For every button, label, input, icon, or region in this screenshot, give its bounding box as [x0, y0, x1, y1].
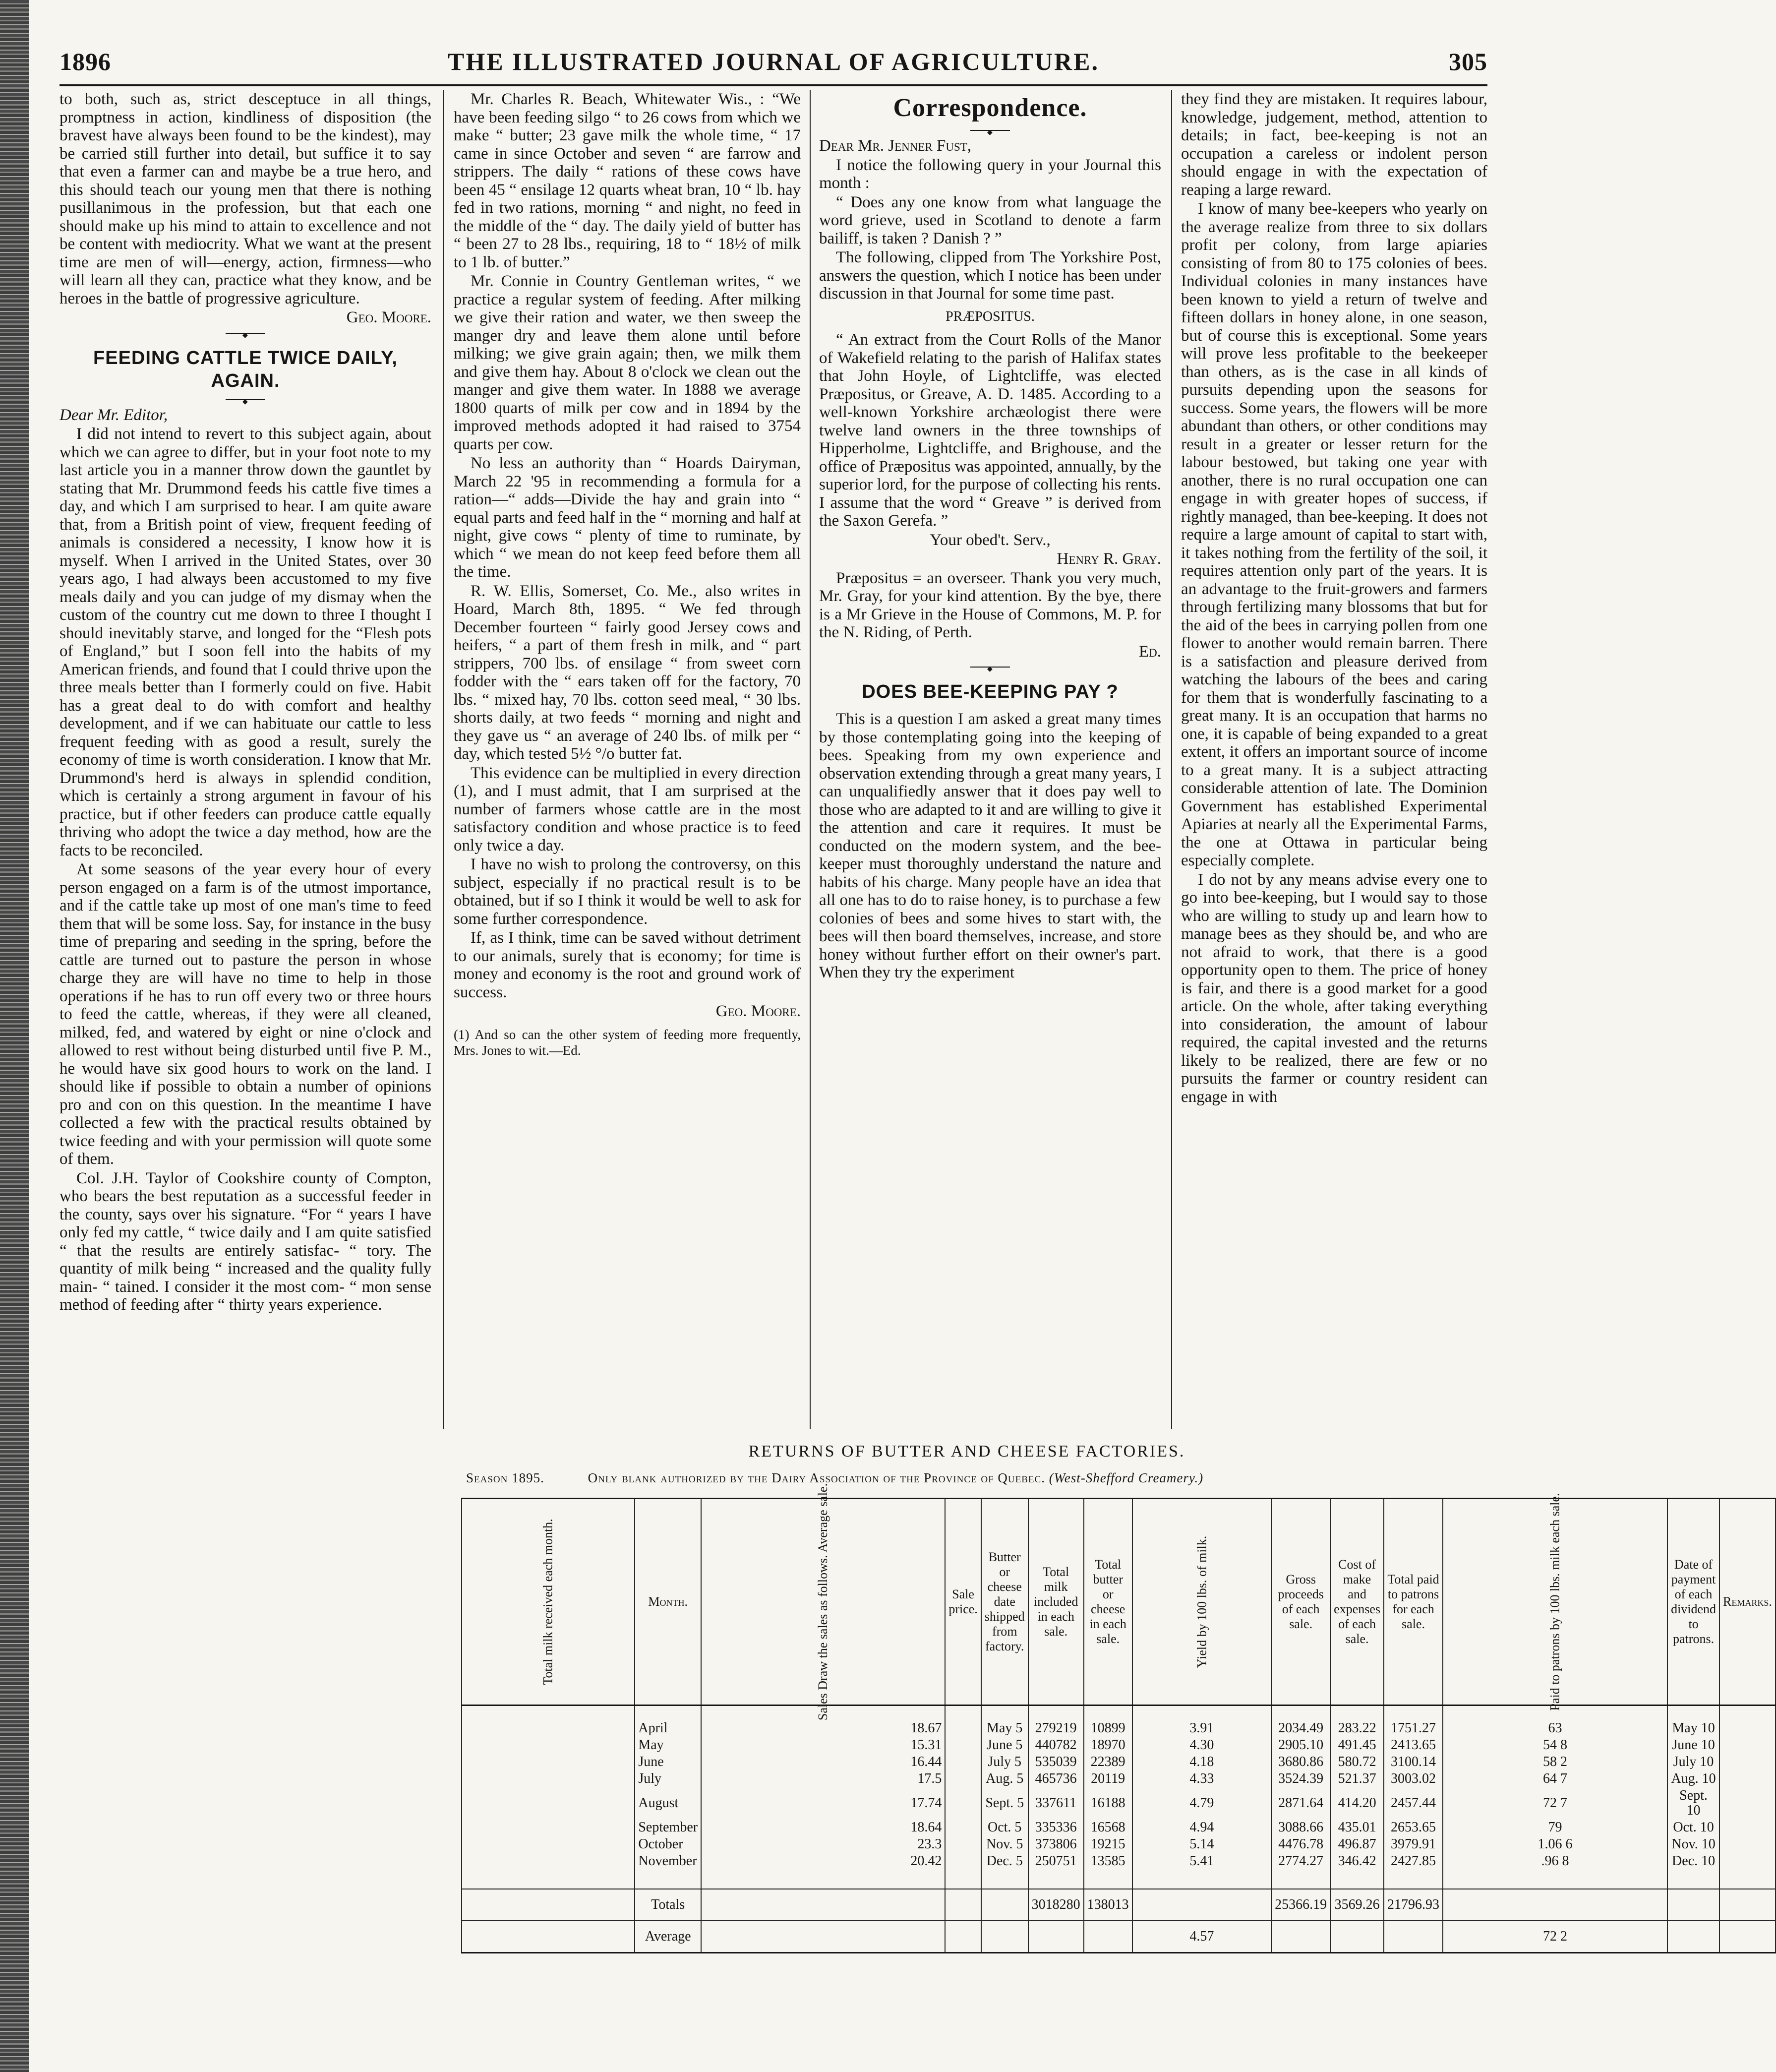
- table-row: [462, 1787, 1776, 1819]
- article-text: I did not intend to revert to this subject again, about which we can agree to differ, but in your foot note to my last article you in a manner throw down the gauntlet by stating that Mr. Drummond feeds his cattle five times a day, and which I am surprised to hear. I am quite aware that, from a British point of view, frequent feeding of animals is considered a necessity, I know how it is myself. When I arrived in the United States, over 30 years ago, I had always been accustomed to my five meals daily and you can judge of my dismay when the custom of the country cut me down to three I thought I should inevitably starve, and longed for the “Flesh pots of England,” but I soon fell into the habits of my American friends, and found that I could thrive upon the three meals better than I formerly could on five. Habit has a great deal to do with comfort and healthy development, and if we can habituate our cattle to less frequent feeding with as good a result, surely the economy of time is worth consideration. I know that Mr. Drummond's herd is always in splendid condition, which is certainly a strong argument in favour of his practice, but if other feeders can produce cattle equally thriving who adopt the twice a day method, how are the facts to be reconciled.: [59, 425, 431, 859]
- column-2: [454, 90, 801, 1439]
- cell-yield: 5.41: [1132, 1853, 1272, 1889]
- cell-gross: 3524.39: [1271, 1770, 1330, 1787]
- cell-cost: 435.01: [1330, 1819, 1384, 1836]
- cell-milk: 440782: [1028, 1737, 1084, 1754]
- cell-month: September: [635, 1819, 701, 1836]
- cell-milk: 279219: [1028, 1706, 1084, 1737]
- editor-sign: Ed.: [1138, 642, 1161, 661]
- cell-per100: 58 2: [1443, 1754, 1667, 1770]
- journal-title: THE ILLUSTRATED JOURNAL OF AGRICULTURE.: [447, 48, 1100, 75]
- cell-yield: 4.79: [1132, 1787, 1272, 1819]
- section-divider: [970, 130, 1010, 131]
- cell-milk: 337611: [1028, 1787, 1084, 1819]
- cell-month: July: [635, 1770, 701, 1787]
- table-row: [462, 1754, 1776, 1770]
- article-text: to both, such as, strict desceptuce in all things, promptness in action, kindliness of disposition (the bravest have always been found to be the kindest), may be carried still further into detail, but suffice it to say that even a farmer can and maybe be a true hero, and this should teach our young men that there is nothing pusillanimous in the profession, but that each one should make up his mind to attain to excellence and not be content with mediocrity. What we want at the present time are men of will—energy, action, firmness—who will learn all they can, practice what they know, and be heroes in the battle of progressive agriculture.: [59, 90, 431, 307]
- average-row: [462, 1921, 1776, 1953]
- table-row: [462, 1737, 1776, 1754]
- col-header-remarks: Remarks.: [1719, 1499, 1776, 1706]
- cell-paid: 3100.14: [1384, 1754, 1443, 1770]
- table-row: [462, 1853, 1776, 1889]
- article-text: Præpositus = an overseer. Thank you very much, Mr. Gray, for your kind attention. By the bye, there is a Mr Grieve in the House of Commons, M. P. for the N. Riding, of Perth.: [819, 569, 1161, 641]
- col-header-total-milk-sale: Total milk included in each sale.: [1028, 1499, 1084, 1706]
- col-header-cost: Cost of make and expenses of each sale.: [1330, 1499, 1384, 1706]
- average-per100: 72 2: [1443, 1921, 1667, 1953]
- cell-paydate: Sept. 10: [1667, 1787, 1719, 1819]
- article-text: I have no wish to prolong the controversy, on this subject, especially if no practical result is to be obtained, but if so I think it would be well to ask for some further correspondence.: [454, 855, 801, 928]
- cell-shipped: June 5: [981, 1737, 1028, 1754]
- article-heading: FEEDING CATTLE TWICE DAILY, AGAIN.: [93, 347, 398, 391]
- totals-paid: 21796.93: [1384, 1889, 1443, 1921]
- col-header-shipped: Butter or cheese date shipped from factory.: [981, 1499, 1028, 1706]
- cell-shipped: Dec. 5: [981, 1853, 1028, 1889]
- col-header-sale-price: Sale price.: [945, 1499, 981, 1706]
- article-text: Col. J.H. Taylor of Cookshire county of Compton, who bears the best reputation as a successful feeder in the county, says over his signature. “For “ years I have only fed my cattle, “ twice daily and I am quite satisfied “ that the results are entirely satisfac- “ tory. The quantity of milk being “ increased and the quality fully main- “ tained. I consider it the most com- “ mon sense method of feeding after “ thirty years experience.: [59, 1169, 431, 1314]
- cell-avg: 15.31: [701, 1737, 945, 1754]
- article-text: I notice the following query in your Journal this month :: [819, 156, 1161, 192]
- article-text: At some seasons of the year every hour of every person engaged on a farm is of the utmost importance, and if the cattle take up most of one man's time to feed them that will be some loss. Say, for instance in the busy time of preparing and seeding in the spring, before the cattle are turned out to pasture the person in whose charge they are will have no time to help in those operations if he has to run off every two or three hours to feed the cattle, whereas, if they were all cleaned, milked, fed, and watered by eight or nine o'clock and allowed to rest without being disturbed until five P. M., he would have six good hours to work on the land. I should like if possible to obtain a number of opinions pro and con on this question. In the meantime I have collected a few with the practical results obtained by twice feeding and with your permission will quote some of them.: [59, 860, 431, 1168]
- average-yield: 4.57: [1132, 1921, 1272, 1953]
- cell-per100: 64 7: [1443, 1770, 1667, 1787]
- col-header-paid-per-100: Paid to patrons by 100 lbs. milk each sale.: [1443, 1499, 1667, 1706]
- cell-shipped: Oct. 5: [981, 1819, 1028, 1836]
- col-header-payment-date: Date of payment of each dividend to patrons.: [1667, 1499, 1719, 1706]
- cell-per100: 1.06 6: [1443, 1836, 1667, 1853]
- cell-cost: 580.72: [1330, 1754, 1384, 1770]
- signature: Geo. Moore.: [715, 1002, 801, 1020]
- cell-paid: 3003.02: [1384, 1770, 1443, 1787]
- cell-cost: 346.42: [1330, 1853, 1384, 1889]
- cell-shipped: Sept. 5: [981, 1787, 1028, 1819]
- cell-month: June: [635, 1754, 701, 1770]
- cell-paid: 2653.65: [1384, 1819, 1443, 1836]
- cell-shipped: May 5: [981, 1706, 1028, 1737]
- cell-paydate: Dec. 10: [1667, 1853, 1719, 1889]
- table-creamery: (West-Shefford Creamery.): [1049, 1470, 1204, 1485]
- col-header-month: Month.: [635, 1499, 701, 1706]
- cell-per100: 63: [1443, 1706, 1667, 1737]
- correspondence-heading: Correspondence.: [893, 94, 1087, 122]
- cell-butter: 16188: [1084, 1787, 1132, 1819]
- column-4: [1181, 90, 1487, 1439]
- cell-per100: 54 8: [1443, 1737, 1667, 1754]
- cell-shipped: Aug. 5: [981, 1770, 1028, 1787]
- cell-avg: 18.64: [701, 1819, 945, 1836]
- article-text: R. W. Ellis, Somerset, Co. Me., also writes in Hoard, March 8th, 1895. “ We fed through December fourteen “ fairly good Jersey cows and heifers, “ a part of them fresh in milk, and “ part strippers, 700 lbs. of ensilage “ from sweet corn fodder with the “ ears taken off for the factory, 70 lbs. “ mixed hay, 70 lbs. cotton seed meal, “ 30 lbs. shorts daily, at two feeds “ morning and night and they gave us “ an average of 240 lbs. of milk per “ day, which tested 5½ °/o butter fat.: [454, 582, 801, 763]
- article-text: “ Does any one know from what language the word grieve, used in Scotland to denote a farm bailiff, is taken ? Danish ? ”: [819, 193, 1161, 247]
- totals-label: Totals: [635, 1889, 701, 1921]
- col-header-total-paid: Total paid to patrons for each sale.: [1384, 1499, 1443, 1706]
- cell-paydate: Nov. 10: [1667, 1836, 1719, 1853]
- cell-paydate: Oct. 10: [1667, 1819, 1719, 1836]
- table-subtitle: [466, 1470, 1487, 1486]
- article-heading: DOES BEE-KEEPING PAY ?: [862, 681, 1119, 702]
- cell-gross: 4476.78: [1271, 1836, 1330, 1853]
- article-text: “ An extract from the Court Rolls of the Manor of Wakefield relating to the parish of Halifax states that John Hoyle, of Lightcliffe, was elected Præpositus, or Greave, A. D. 1485. According to a well-known Yorkshire archæologist there were twelve land owners in the three townships of Hipperholme, Lightcliffe, and Brighouse, and the office of Præpositus was appointed, annually, by the superior lord, for the purpose of collecting his rents. I assume that the word “ Greave ” is derived from the Saxon Gerefa. ”: [819, 331, 1161, 530]
- article-text: Mr. Connie in Country Gentleman writes, “ we practice a regular system of feeding. After milking we give their ration and water, we then sweep the manger dry and leave them alone until before milking; we give grain again; then, we milk them and give them hay. About 8 o'clock we clean out the manger and give them water. In 1888 we average 1800 quarts of milk per cow and in 1894 by the improved methods adopted it had raised to 3754 quarts per cow.: [454, 272, 801, 453]
- cell-butter: 19215: [1084, 1836, 1132, 1853]
- cell-avg: 20.42: [701, 1853, 945, 1889]
- cell-paid: 3979.91: [1384, 1836, 1443, 1853]
- totals-row: [462, 1889, 1776, 1921]
- article-text: This is a question I am asked a great many times by those contemplating going into the keeping of bees. Speaking from my own experience and observation extending through a great many years, I can unqualifiedly answer that it does pay well to those who are adapted to it and are willing to give it the attention and care it requires. It must be conducted on the modern system, and the bee-keeper must thoroughly understand the nature and habits of his charge. Many people have an idea that all one has to do to raise honey, is to purchase a few colonies of bees and some hives to start with, the bees will then board themselves, increase, and store honey without further effort on their owner's part. When they try the experiment: [819, 710, 1161, 981]
- article-text: Mr. Charles R. Beach, Whitewater Wis., : “We have been feeding silgo “ to 26 cows from which we make “ butter; 23 gave milk the whole time, “ 17 came in since October and seven “ are farrow and strippers. The daily “ rations of these cows have been 45 “ ensilage 12 quarts wheat bran, 10 “ lb. hay fed in two rations, morning “ and night, no feed in the middle of the “ day. The daily yield of butter has “ been 27 to 28 lbs., requiring, 18 to “ 18½ of milk to 1 lb. of butter.”: [454, 90, 801, 271]
- page-header: [59, 47, 1487, 82]
- article-text: I know of many bee-keepers who yearly on the average realize from three to six dollars profit per colony, from large apiaries consisting of from 80 to 175 colonies of bees. Individual colonies in many instances have been known to yield a return of twelve and fifteen dollars in honey alone, in one season, but of course this is exceptional. Some years will prove less profitable to the beekeeper than others, as is the case in all kinds of pursuits depending upon the seasons for success. Some years, the flowers will be more abundant than others, or other conditions may result in a greater or lesser return for the labour bestowed, but taking one year with another, there is no rural occupation one can engage in with greater hopes of success, if rightly managed, than bee-keeping. It does not require a large amount of capital to start with, it takes nothing from the fertility of the soil, it requires attention only part of the years. It is an advantage to the fruit-growers and farmers through fertilizing many blossoms that but for the aid of the bees in carrying pollen from one flower to another would remain barren. There is a satisfaction and pleasure derived from watching the labours of the bees and caring for them that is wonderfully fascinating to a great many. It is an occupation that harms no one, it is capable of being expanded to a great extent, it offers an important source of income to a great many. It is a subject attracting considerable attention of late. The Dominion Government has established Experimental Apiaries at nearly all the Experimental Farms, the one at Ottawa in particular being especially complete.: [1181, 200, 1487, 869]
- cell-yield: 5.14: [1132, 1836, 1272, 1853]
- cell-yield: 4.18: [1132, 1754, 1272, 1770]
- cell-paydate: June 10: [1667, 1737, 1719, 1754]
- cell-gross: 2905.10: [1271, 1737, 1330, 1754]
- subheading: PRÆPOSITUS.: [946, 308, 1035, 324]
- cell-milk: 335336: [1028, 1819, 1084, 1836]
- cell-avg: 16.44: [701, 1754, 945, 1770]
- cell-cost: 414.20: [1330, 1787, 1384, 1819]
- article-text: If, as I think, time can be saved without detriment to our animals, surely that is economy; for time is money and economy is the root and ground work of success.: [454, 929, 801, 1001]
- page-number: 305: [1449, 48, 1487, 75]
- returns-table: [461, 1483, 1776, 1953]
- cell-shipped: July 5: [981, 1754, 1028, 1770]
- table-title: RETURNS OF BUTTER AND CHEESE FACTORIES.: [748, 1442, 1185, 1461]
- col-header-total-milk: Total milk received each month.: [462, 1499, 635, 1706]
- cell-cost: 521.37: [1330, 1770, 1384, 1787]
- footnote: (1) And so can the other system of feeding more frequently, Mrs. Jones to wit.—Ed.: [454, 1027, 801, 1058]
- cell-milk: 535039: [1028, 1754, 1084, 1770]
- cell-avg: 17.5: [701, 1770, 945, 1787]
- section-divider: [226, 399, 265, 400]
- cell-cost: 491.45: [1330, 1737, 1384, 1754]
- cell-per100: .96 8: [1443, 1853, 1667, 1889]
- signature: Henry R. Gray.: [1057, 550, 1161, 568]
- table-row: [462, 1706, 1776, 1737]
- totals-cost: 3569.26: [1330, 1889, 1384, 1921]
- column-rule: [443, 90, 444, 1429]
- cell-per100: 79: [1443, 1819, 1667, 1836]
- column-1: [59, 90, 431, 2054]
- cell-month: October: [635, 1836, 701, 1853]
- cell-yield: 4.94: [1132, 1819, 1272, 1836]
- section-divider: [226, 333, 265, 334]
- totals-gross: 25366.19: [1271, 1889, 1330, 1921]
- column-rule: [810, 90, 811, 1429]
- table-season: Season 1895.: [466, 1470, 544, 1485]
- cell-gross: 2034.49: [1271, 1706, 1330, 1737]
- cell-month: November: [635, 1853, 701, 1889]
- cell-paid: 2413.65: [1384, 1737, 1443, 1754]
- table-authorization: Only blank authorized by the Dairy Association of the Province of Quebec.: [588, 1470, 1045, 1485]
- cell-butter: 22389: [1084, 1754, 1132, 1770]
- signature: Geo. Moore.: [346, 308, 431, 326]
- cell-milk: 373806: [1028, 1836, 1084, 1853]
- totals-milk: 3018280: [1028, 1889, 1084, 1921]
- cell-butter: 16568: [1084, 1819, 1132, 1836]
- cell-paydate: Aug. 10: [1667, 1770, 1719, 1787]
- cell-avg: 18.67: [701, 1706, 945, 1737]
- cell-gross: 3680.86: [1271, 1754, 1330, 1770]
- cell-avg: 17.74: [701, 1787, 945, 1819]
- cell-month: April: [635, 1706, 701, 1737]
- cell-butter: 18970: [1084, 1737, 1132, 1754]
- col-header-yield: Yield by 100 lbs. of milk.: [1132, 1499, 1272, 1706]
- cell-shipped: Nov. 5: [981, 1836, 1028, 1853]
- table-row: [462, 1819, 1776, 1836]
- cell-cost: 496.87: [1330, 1836, 1384, 1853]
- cell-butter: 10899: [1084, 1706, 1132, 1737]
- col-header-gross: Gross proceeds of each sale.: [1271, 1499, 1330, 1706]
- cell-yield: 4.30: [1132, 1737, 1272, 1754]
- cell-avg: 23.3: [701, 1836, 945, 1853]
- cell-yield: 3.91: [1132, 1706, 1272, 1737]
- article-text: they find they are mistaken. It requires labour, knowledge, judgement, method, attention to details; in fact, bee-keeping is not an occupation a careless or indolent person should engage in with the expectation of reaping a large reward.: [1181, 90, 1487, 199]
- cell-gross: 2774.27: [1271, 1853, 1330, 1889]
- col-header-total-butter: Total butter or cheese in each sale.: [1084, 1499, 1132, 1706]
- salutation: Dear Mr. Editor,: [59, 406, 168, 424]
- cell-paydate: May 10: [1667, 1706, 1719, 1737]
- column-3: [819, 90, 1161, 1439]
- totals-butter: 138013: [1084, 1889, 1132, 1921]
- column-rule: [1171, 90, 1172, 1429]
- cell-gross: 3088.66: [1271, 1819, 1330, 1836]
- cell-butter: 20119: [1084, 1770, 1132, 1787]
- header-rule: [59, 84, 1487, 86]
- header-year: 1896: [59, 48, 111, 75]
- cell-cost: 283.22: [1330, 1706, 1384, 1737]
- cell-month: May: [635, 1737, 701, 1754]
- cell-paydate: July 10: [1667, 1754, 1719, 1770]
- cell-paid: 2427.85: [1384, 1853, 1443, 1889]
- article-text: This evidence can be multiplied in every direction (1), and I must admit, that I am surprised at the number of farmers whose cattle are in the most satisfactory condition and whose practice is to feed only twice a day.: [454, 764, 801, 854]
- letter-close: Your obed't. Serv.,: [930, 531, 1051, 549]
- average-label: Average: [635, 1921, 701, 1953]
- article-text: I do not by any means advise every one to go into bee-keeping, but I would say to those who are willing to study up and learn how to manage bees as they should be, and who are not afraid to work, that there is a good opportunity open to them. The price of honey is fair, and there is a good market for a good article. On the whole, after taking everything into consideration, the amount of labour required, the capital invested and the returns likely to be realized, there are few or no pursuits the farmer or country resident can engage in with: [1181, 870, 1487, 1106]
- cell-paid: 2457.44: [1384, 1787, 1443, 1819]
- col-header-sales: Sales Draw the sales as follows. Average sale.: [701, 1499, 945, 1706]
- cell-gross: 2871.64: [1271, 1787, 1330, 1819]
- scan-edge: [0, 0, 29, 2072]
- article-text: No less an authority than “ Hoards Dairyman, March 22 '95 in recommending a formula for a ration—“ adds—Divide the hay and grain into “ equal parts and feed half in the “ morning and half at night, give cows “ plenty of time to ruminate, by which “ we mean do not keep feed before them all the time.: [454, 454, 801, 581]
- cell-yield: 4.33: [1132, 1770, 1272, 1787]
- cell-month: August: [635, 1787, 701, 1819]
- table-row: [462, 1836, 1776, 1853]
- cell-paid: 1751.27: [1384, 1706, 1443, 1737]
- article-text: The following, clipped from The Yorkshire Post, answers the question, which I notice has been under discussion in that Journal for some time past.: [819, 248, 1161, 303]
- section-divider: [970, 667, 1010, 668]
- cell-milk: 465736: [1028, 1770, 1084, 1787]
- cell-butter: 13585: [1084, 1853, 1132, 1889]
- cell-milk: 250751: [1028, 1853, 1084, 1889]
- table-row: [462, 1770, 1776, 1787]
- salutation: Dear Mr. Jenner Fust,: [819, 137, 972, 155]
- cell-per100: 72 7: [1443, 1787, 1667, 1819]
